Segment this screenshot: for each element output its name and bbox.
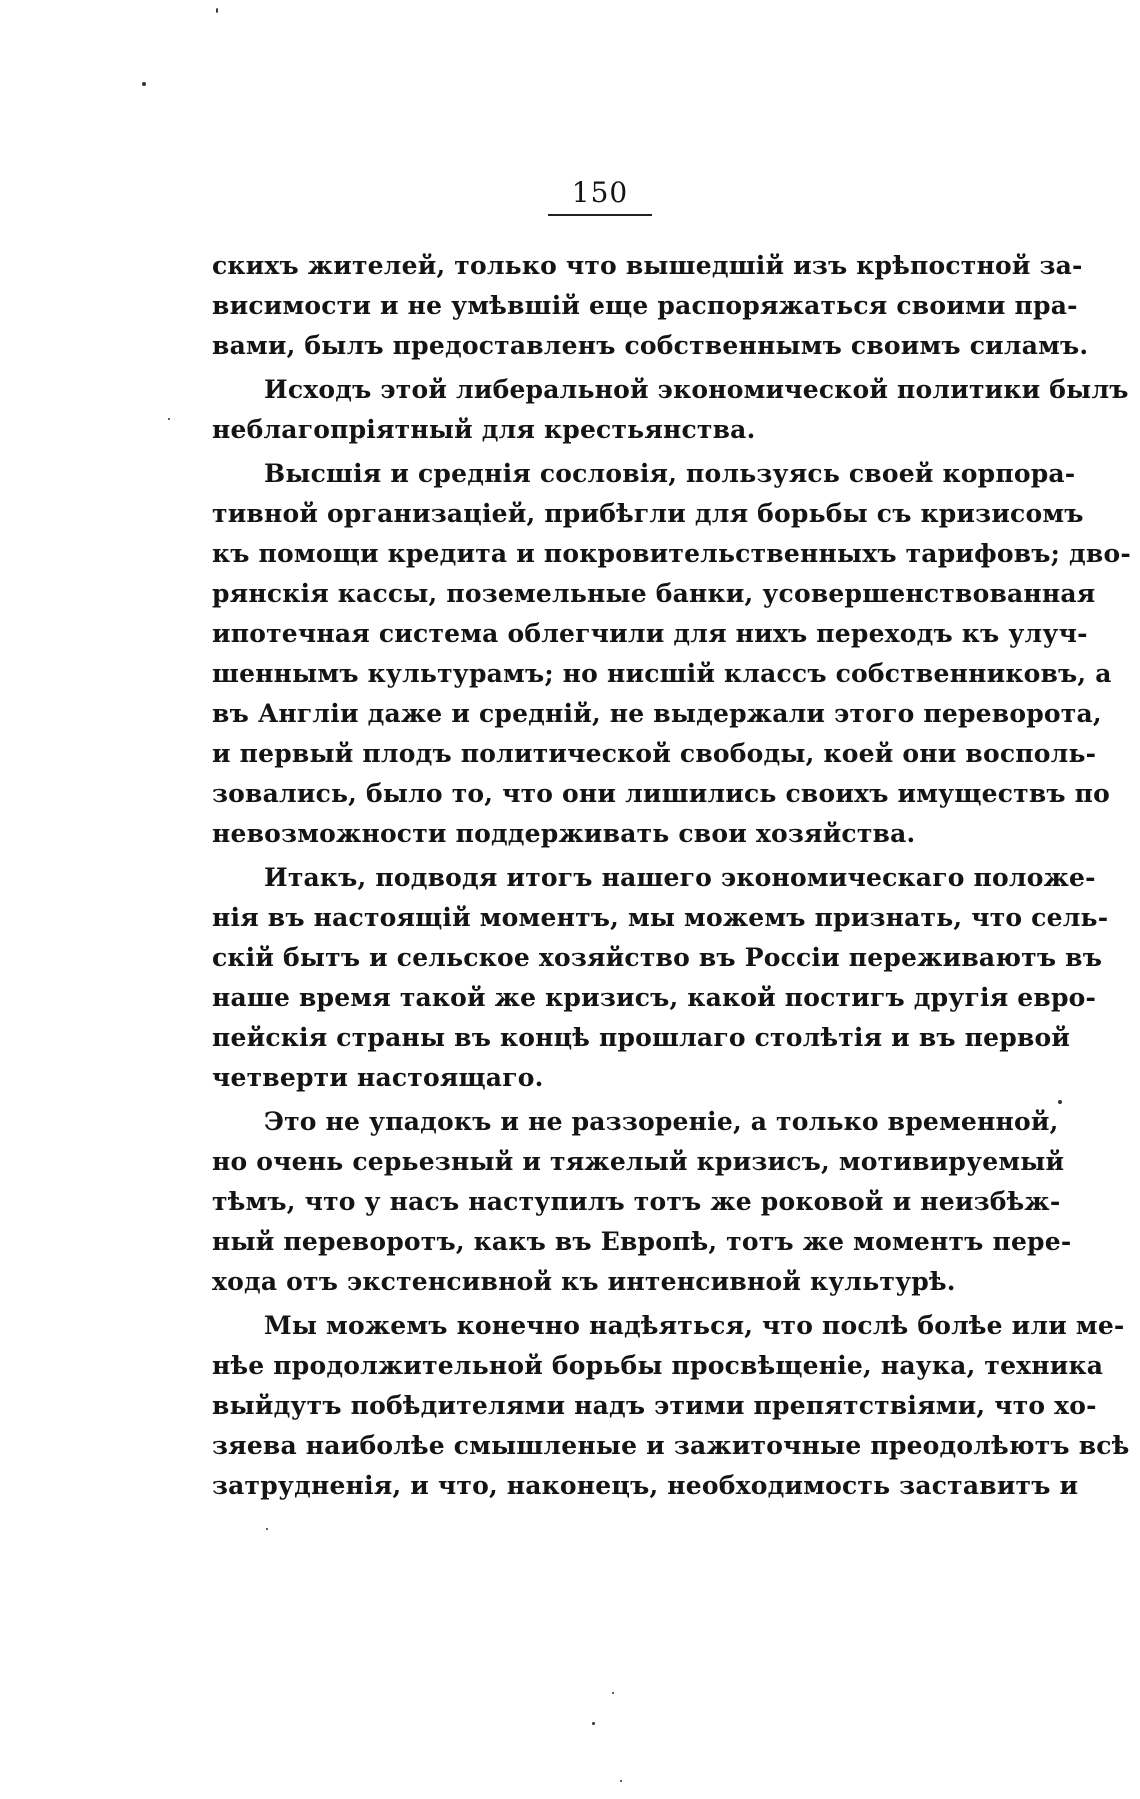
text-line: четверти настоящаго. <box>212 1063 544 1092</box>
paragraph <box>212 1102 1072 1302</box>
text-line: и первый плодъ политической свободы, коей они восполь- <box>212 739 1097 768</box>
text-line: скихъ жителей, только что вышедшій изъ крѣпостной за- <box>212 251 1083 280</box>
text-line: висимости и не умѣвшій еще распоряжаться своими пра- <box>212 291 1078 320</box>
text-line: невозможности поддерживать свои хозяйства. <box>212 819 916 848</box>
text-line: скій бытъ и сельское хозяйство въ Россіи переживаютъ въ <box>212 943 1103 972</box>
text-line: тивной организаціей, прибѣгли для борьбы съ кризисомъ <box>212 499 1084 528</box>
page-number: 150 <box>571 176 629 209</box>
text-line: Итакъ, подводя итогъ нашего экономическаго положе- <box>264 863 1096 892</box>
scan-speck <box>216 8 218 13</box>
text-line: выйдутъ побѣдителями надъ этими препятствіями, что хо- <box>212 1391 1097 1420</box>
scan-speck <box>266 1528 268 1530</box>
paragraph <box>212 1306 1130 1506</box>
paragraph <box>212 370 1129 450</box>
text-line: Исходъ этой либеральной экономической политики былъ <box>264 375 1129 404</box>
text-line: Высшія и среднія сословія, пользуясь своей корпора- <box>264 459 1076 488</box>
body-text <box>212 246 1131 1506</box>
text-line: наше время такой же кризисъ, какой постигъ другія евро- <box>212 983 1097 1012</box>
scan-speck <box>612 1692 614 1694</box>
scan-speck <box>142 82 146 86</box>
text-line: неблагопріятный для крестьянства. <box>212 415 756 444</box>
text-line: Мы можемъ конечно надѣяться, что послѣ болѣе или ме- <box>264 1311 1125 1340</box>
page-number-rule <box>548 214 652 216</box>
scan-speck <box>1058 1100 1062 1104</box>
scan-speck <box>168 418 170 420</box>
text-line: зяева наиболѣе смышленые и зажиточные преодолѣютъ всѣ <box>212 1431 1130 1460</box>
scan-speck <box>620 1780 622 1782</box>
text-line: шеннымъ культурамъ; но нисшій классъ собственниковъ, а <box>212 659 1112 688</box>
paragraph <box>212 246 1089 366</box>
scan-speck <box>592 1722 595 1725</box>
text-line: къ помощи кредита и покровительственныхъ тарифовъ; дво- <box>212 539 1131 568</box>
text-line: хода отъ экстенсивной къ интенсивной культурѣ. <box>212 1267 956 1296</box>
text-line: пейскія страны въ концѣ прошлаго столѣтія и въ первой <box>212 1023 1071 1052</box>
text-line: затрудненія, и что, наконецъ, необходимость заставитъ и <box>212 1471 1079 1500</box>
text-line: въ Англіи даже и средній, не выдержали этого переворота, <box>212 699 1102 728</box>
text-line: тѣмъ, что у насъ наступилъ тотъ же роковой и неизбѣж- <box>212 1187 1061 1216</box>
text-line: но очень серьезный и тяжелый кризисъ, мотивируемый <box>212 1147 1065 1176</box>
text-line: нѣе продолжительной борьбы просвѣщеніе, наука, техника <box>212 1351 1104 1380</box>
text-line: ипотечная система облегчили для нихъ переходъ къ улуч- <box>212 619 1088 648</box>
text-line: ный переворотъ, какъ въ Европѣ, тотъ же моментъ пере- <box>212 1227 1072 1256</box>
text-line: зовались, было то, что они лишились своихъ имуществъ по <box>212 779 1111 808</box>
paragraph <box>212 858 1109 1098</box>
paragraph <box>212 454 1131 854</box>
page-header <box>548 176 652 216</box>
text-line: вами, былъ предоставленъ собственнымъ своимъ силамъ. <box>212 331 1089 360</box>
text-line: Это не упадокъ и не раззореніе, а только временной, <box>264 1107 1059 1136</box>
text-line: рянскія кассы, поземельные банки, усовершенствованная <box>212 579 1096 608</box>
text-line: нія въ настоящій моментъ, мы можемъ признать, что сель- <box>212 903 1109 932</box>
